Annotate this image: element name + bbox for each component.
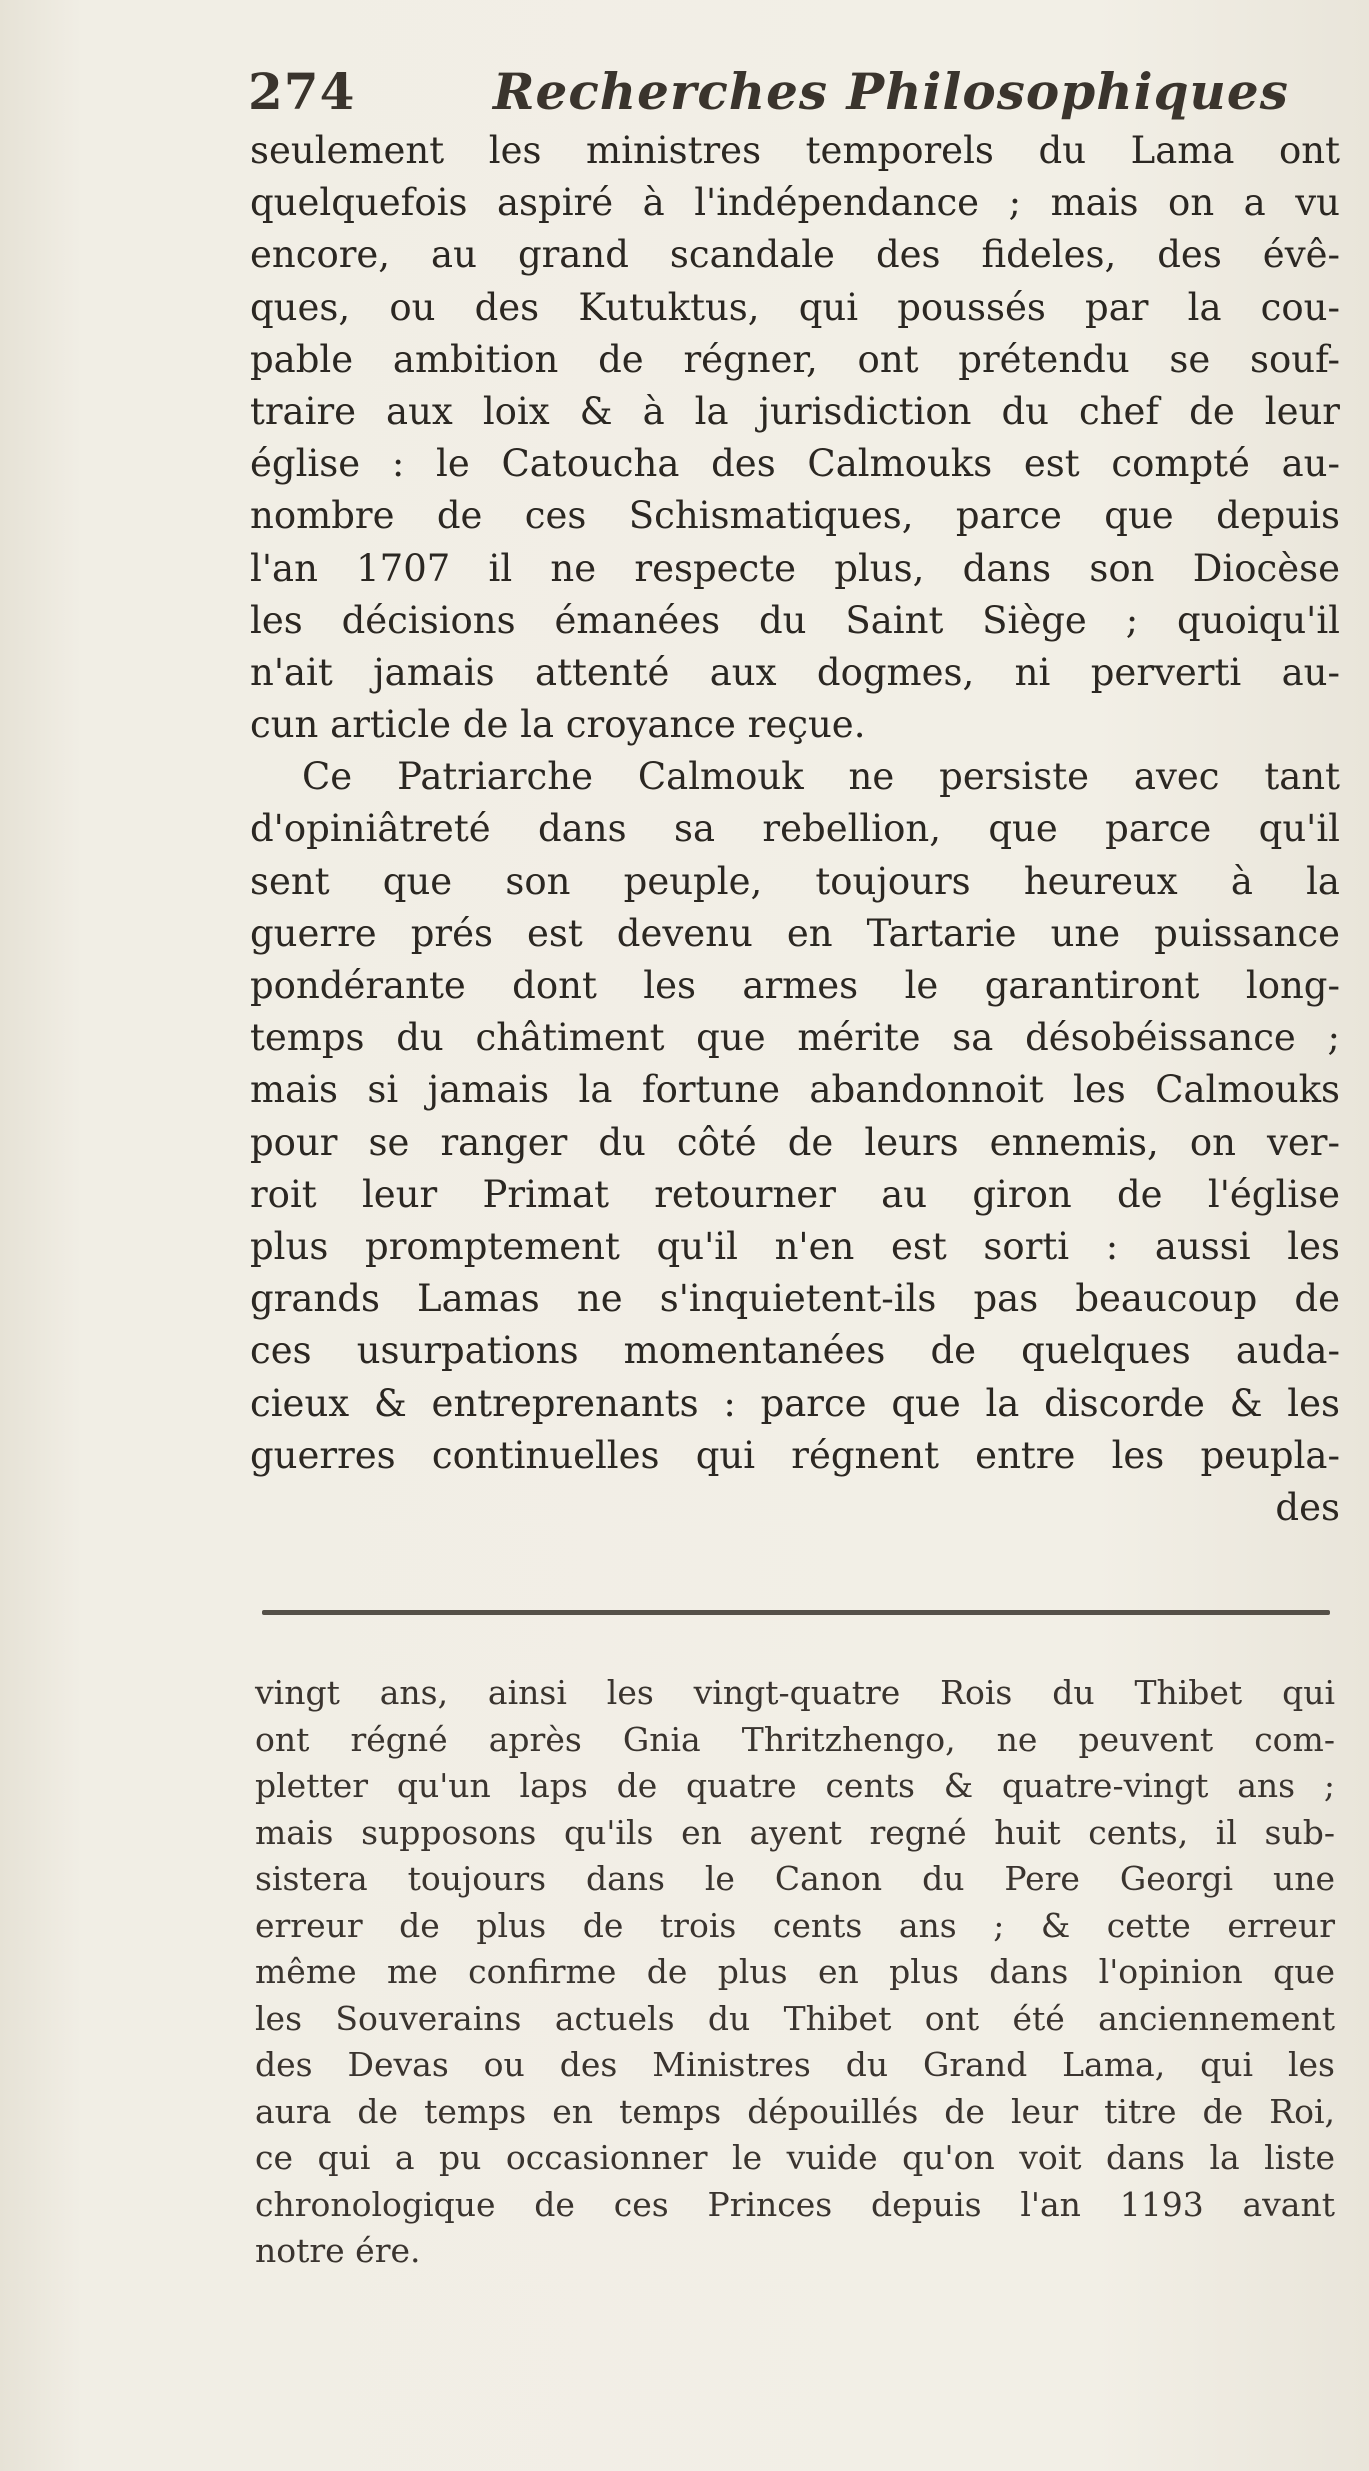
- footnote-line: aura de temps en temps dépouillés de leur titre de Roi,: [255, 2091, 1335, 2131]
- text-line: ques, ou des Kutuktus, qui poussés par la cou-: [250, 285, 1340, 329]
- text-line: traire aux loix & à la jurisdiction du chef de leur: [250, 389, 1340, 433]
- text-line: nombre de ces Schismatiques, parce que depuis: [250, 494, 1340, 538]
- text-line: quelquefois aspiré à l'indépendance ; mais on a vu: [250, 181, 1340, 225]
- footnote-line: pletter qu'un laps de quatre cents & quatre-vingt ans ;: [255, 1766, 1335, 1805]
- page-header: [248, 62, 1348, 132]
- text-line: seulement les ministres temporels du Lama ont: [250, 129, 1340, 172]
- text-line: pour se ranger du côté de leurs ennemis, on ver-: [250, 1120, 1340, 1164]
- catchword: des: [1275, 1485, 1340, 1529]
- text-line: grands Lamas ne s'inquietent-ils pas beaucoup de: [250, 1277, 1340, 1321]
- text-line: roit leur Primat retourner au giron de l'église: [250, 1172, 1340, 1216]
- footnote-line: même me confirme de plus en plus dans l'opinion que: [255, 1952, 1335, 1991]
- text-line: n'ait jamais attenté aux dogmes, ni perverti au-: [250, 650, 1340, 694]
- body-text: [250, 125, 1340, 1534]
- text-line: cieux & entreprenants : parce que la discorde & les: [250, 1381, 1340, 1425]
- text-line: ces usurpations momentanées de quelques auda-: [250, 1329, 1340, 1373]
- text-line: plus promptement qu'il n'en est sorti : aussi les: [250, 1224, 1340, 1268]
- footnote-line: erreur de plus de trois cents ans ; & cette erreur: [255, 1905, 1335, 1945]
- text-line: l'an 1707 il ne respecte plus, dans son Diocèse: [250, 546, 1340, 590]
- text-line: cun article de la croyance reçue.: [250, 703, 866, 747]
- text-line: encore, au grand scandale des fideles, des évê-: [250, 233, 1340, 277]
- footnote-line: des Devas ou des Ministres du Grand Lama, qui les: [255, 2045, 1335, 2084]
- text-line: Ce Patriarche Calmouk ne persiste avec tant: [302, 755, 1340, 799]
- text-line: mais si jamais la fortune abandonnoit les Calmouks: [250, 1068, 1340, 1112]
- text-line: guerre prés est devenu en Tartarie une puissance: [250, 911, 1340, 955]
- footnote-line: vingt ans, ainsi les vingt-quatre Rois du Thibet qui: [255, 1673, 1335, 1712]
- text-line: pondérante dont les armes le garantiront long-: [250, 964, 1340, 1007]
- footnote-line: chronologique de ces Princes depuis l'an 1193 avant: [255, 2184, 1335, 2224]
- text-line: sent que son peuple, toujours heureux à la: [250, 859, 1340, 903]
- text-line: temps du châtiment que mérite sa désobéissance ;: [250, 1016, 1340, 1060]
- footnote-line: sistera toujours dans le Canon du Pere Georgi une: [255, 1859, 1335, 1898]
- footnote: [255, 1670, 1335, 2275]
- text-line: d'opiniâtreté dans sa rebellion, que parce qu'il: [250, 807, 1340, 851]
- running-title: Recherches Philosophiques: [493, 62, 1289, 121]
- text-line: les décisions émanées du Saint Siège ; quoiqu'il: [250, 598, 1340, 642]
- text-line: guerres continuelles qui régnent entre les peupla-: [250, 1433, 1340, 1477]
- page-number: 274: [248, 62, 356, 121]
- footnote-line: mais supposons qu'ils en ayent regné huit cents, il sub-: [255, 1812, 1335, 1852]
- footnote-line: ont régné après Gnia Thritzhengo, ne peuvent com-: [255, 1719, 1335, 1759]
- footnote-line: les Souverains actuels du Thibet ont été anciennement: [255, 1998, 1335, 2038]
- footnote-rule: [262, 1610, 1330, 1615]
- footnote-line: notre ére.: [255, 2231, 421, 2270]
- footnote-line: ce qui a pu occasionner le vuide qu'on voit dans la liste: [255, 2138, 1335, 2177]
- text-line: église : le Catoucha des Calmouks est compté au-: [250, 442, 1340, 486]
- text-line: pable ambition de régner, ont prétendu se souf-: [250, 337, 1340, 381]
